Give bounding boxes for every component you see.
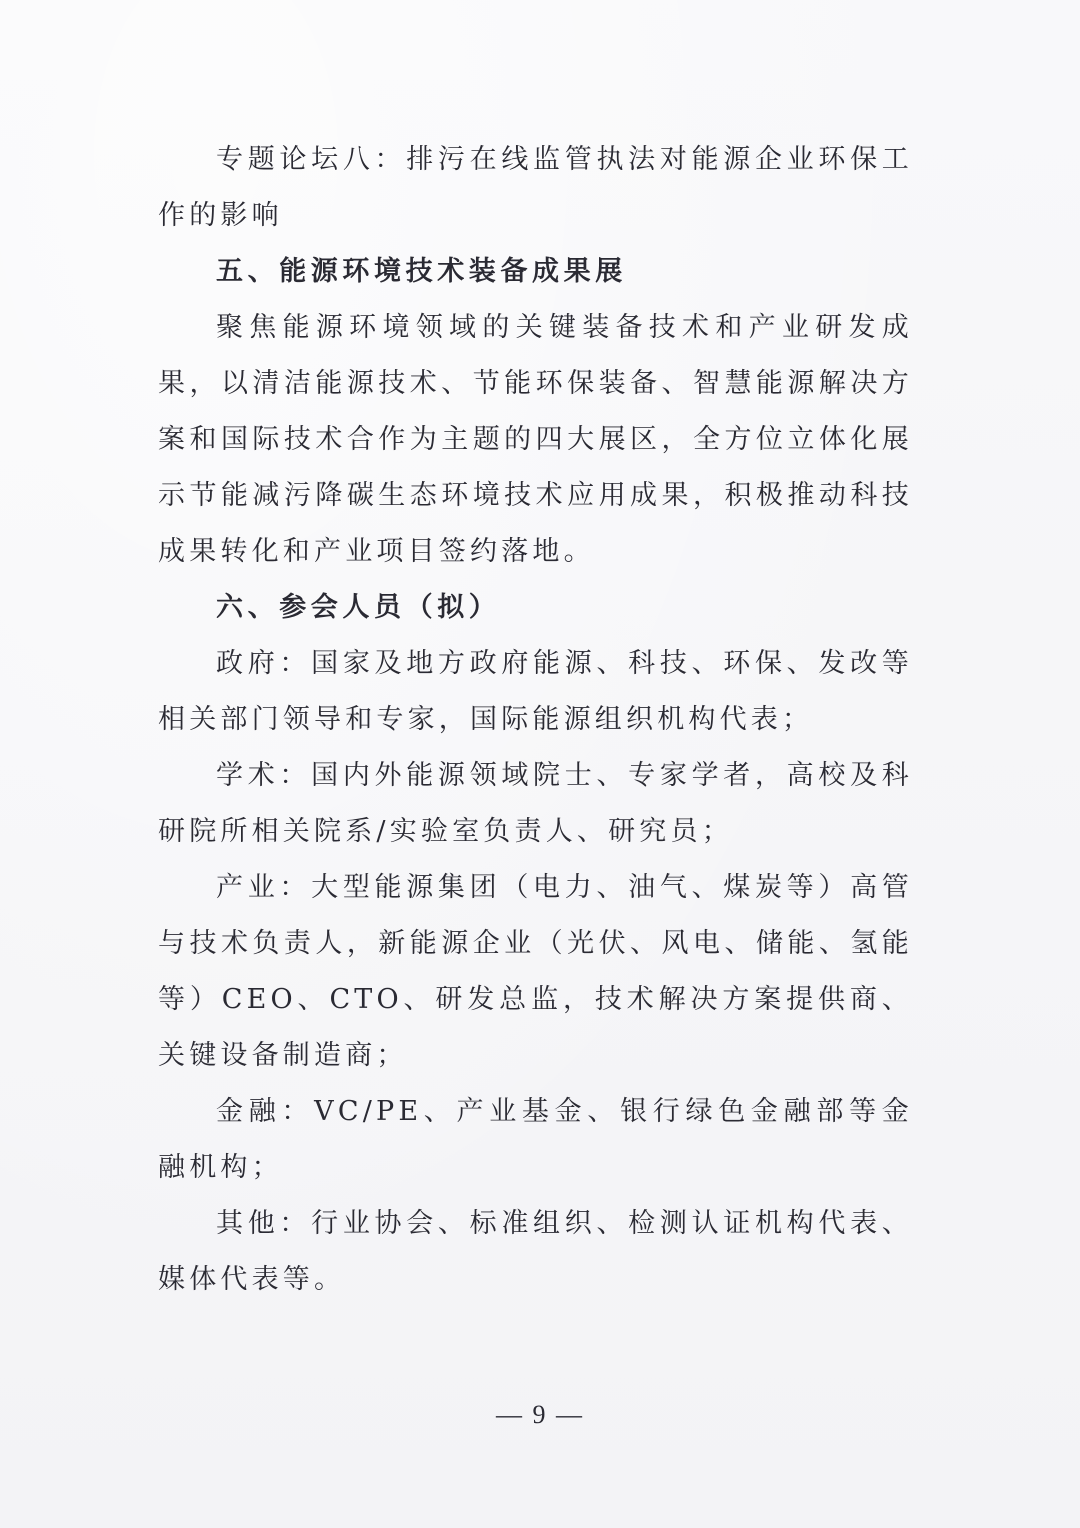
document-body xyxy=(158,132,913,1308)
page-number: — 9 — xyxy=(496,1400,584,1429)
paragraph-industry: 产业：大型能源集团（电力、油气、煤炭等）高管与技术负责人，新能源企业（光伏、风电、储能、氢能等）CEO、CTO、研发总监，技术解决方案提供商、关键设备制造商； xyxy=(158,872,913,1071)
section-heading-5: 五、能源环境技术装备成果展 xyxy=(216,256,627,287)
paragraph-others: 其他：行业协会、标准组织、检测认证机构代表、媒体代表等。 xyxy=(158,1208,913,1295)
paragraph-government: 政府：国家及地方政府能源、科技、环保、发改等相关部门领导和专家，国际能源组织机构代表； xyxy=(158,648,913,735)
paragraph-forum-8: 专题论坛八：排污在线监管执法对能源企业环保工作的影响 xyxy=(158,144,913,231)
paragraph-academic: 学术：国内外能源领域院士、专家学者，高校及科研院所相关院系/实验室负责人、研究员； xyxy=(158,760,913,847)
paragraph-finance: 金融：VC/PE、产业基金、银行绿色金融部等金融机构； xyxy=(158,1096,913,1183)
paragraph-exhibition: 聚焦能源环境领域的关键装备技术和产业研发成果，以清洁能源技术、节能环保装备、智慧能源解决方案和国际技术合作为主题的四大展区，全方位立体化展示节能减污降碳生态环境技术应用成果，积极推动科技成果转化和产业项目签约落地。 xyxy=(158,312,913,567)
section-heading-6: 六、参会人员（拟） xyxy=(216,592,501,623)
